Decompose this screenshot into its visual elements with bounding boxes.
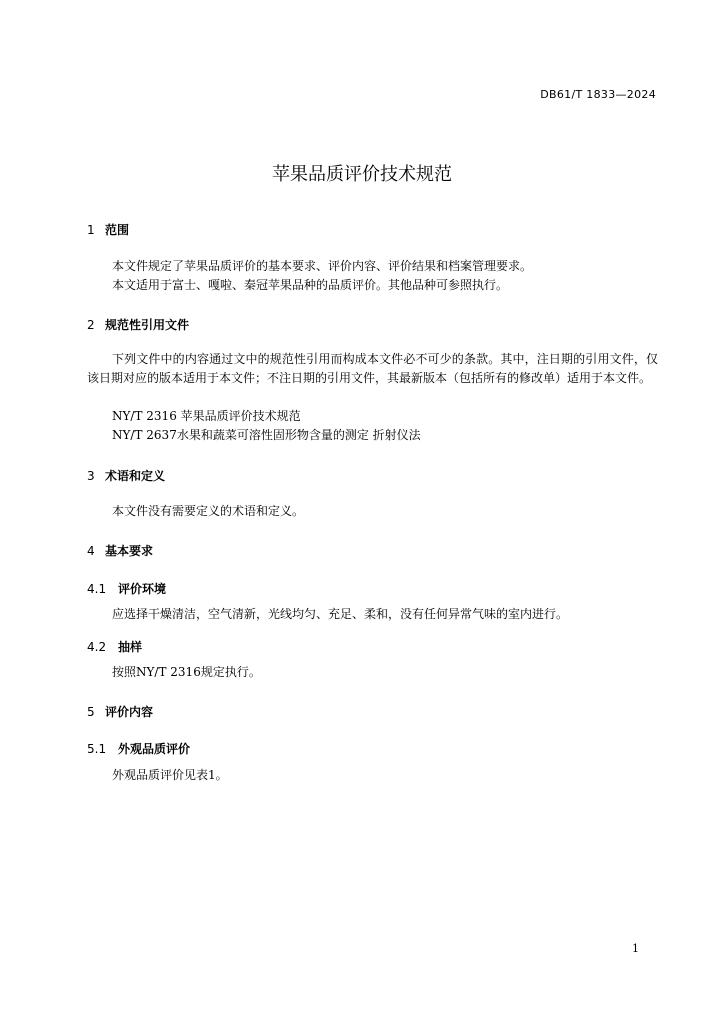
section-1-paragraph-2: 本文适用于富士、嘎啦、秦冠苹果品种的品质评价。其他品种可参照执行。 xyxy=(112,278,509,292)
section-title: 基本要求 xyxy=(105,544,154,558)
section-1-heading xyxy=(87,221,129,238)
section-4-1-heading xyxy=(87,580,166,597)
section-5-1-heading xyxy=(87,740,190,757)
section-3-heading xyxy=(87,467,165,484)
section-5-1-paragraph: 外观品质评价见表1。 xyxy=(112,768,228,782)
section-number: 4 xyxy=(87,544,95,558)
normative-reference-2: NY/T 2637水果和蔬菜可溶性固形物含量的测定 折射仪法 xyxy=(112,428,421,442)
section-number: 4.1 xyxy=(87,582,107,596)
section-title: 术语和定义 xyxy=(105,469,166,483)
section-number: 4.2 xyxy=(87,640,107,654)
section-2-paragraph-1: 下列文件中的内容通过文中的规范性引用而构成本文件必不可少的条款。其中，注日期的引用文件，仅该日期对应的版本适用于本文件；不注日期的引用文件，其最新版本（包括所有的修改单）适用于本文件。 xyxy=(87,352,658,385)
section-4-2-paragraph: 按照NY/T 2316规定执行。 xyxy=(112,665,261,679)
normative-reference-1: NY/T 2316 苹果品质评价技术规范 xyxy=(112,409,301,423)
section-5-heading xyxy=(87,703,153,720)
section-2-heading xyxy=(87,316,189,333)
section-title: 评价环境 xyxy=(118,582,167,596)
section-number: 5 xyxy=(87,705,95,719)
document-title: 苹果品质评价技术规范 xyxy=(272,164,452,185)
document-code: DB61/T 1833—2024 xyxy=(540,88,656,101)
section-title: 范围 xyxy=(105,223,130,237)
section-title: 评价内容 xyxy=(105,705,154,719)
section-title: 抽样 xyxy=(118,640,143,654)
section-4-1-paragraph: 应选择干燥清洁，空气清新，光线均匀、充足、柔和，没有任何异常气味的室内进行。 xyxy=(112,607,569,621)
section-title: 规范性引用文件 xyxy=(105,318,190,332)
section-number: 3 xyxy=(87,469,95,483)
section-number: 5.1 xyxy=(87,742,107,756)
section-3-paragraph-1: 本文件没有需要定义的术语和定义。 xyxy=(112,504,305,518)
section-title: 外观品质评价 xyxy=(118,742,191,756)
section-number: 2 xyxy=(87,318,95,332)
section-number: 1 xyxy=(87,223,95,237)
page-number: 1 xyxy=(632,942,639,955)
section-4-heading xyxy=(87,542,153,559)
section-4-2-heading xyxy=(87,638,142,655)
section-1-paragraph-1: 本文件规定了苹果品质评价的基本要求、评价内容、评价结果和档案管理要求。 xyxy=(112,259,533,273)
